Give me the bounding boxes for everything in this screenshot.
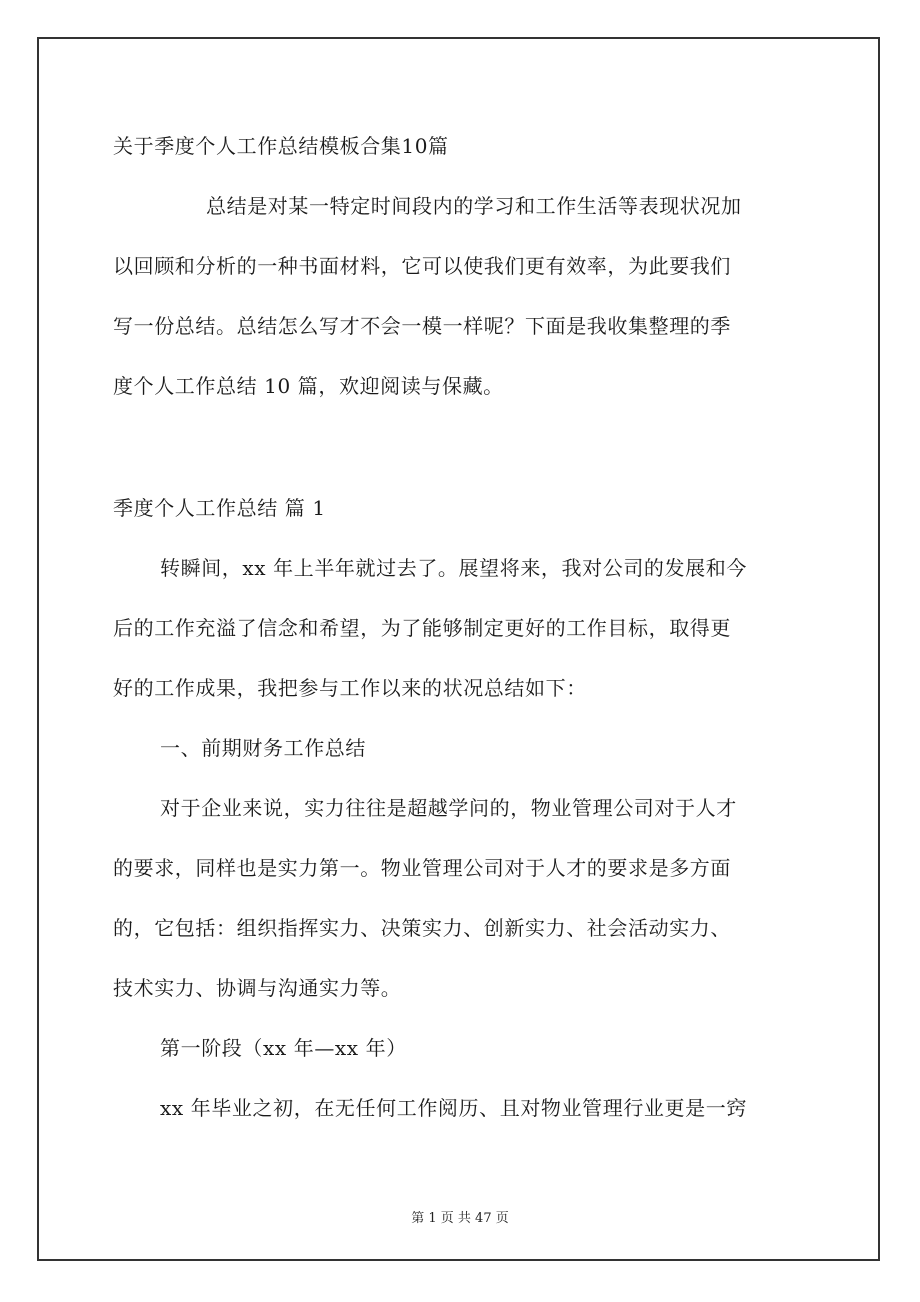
page-border [37,37,880,1261]
paragraph3-line-1: xx 年毕业之初，在无任何工作阅历、且对物业管理行业更是一窍 [160,1096,747,1120]
paragraph2-line-1: 对于企业来说，实力往往是超越学问的，物业管理公司对于人才 [160,796,737,820]
page-number-footer: 第 1 页 共 47 页 [411,1211,509,1226]
intro-line-3: 写一份总结。总结怎么写才不会一模一样呢？下面是我收集整理的季 [113,314,731,338]
intro-line-1: 总结是对某一特定时间段内的学习和工作生活等表现状况加 [206,194,742,218]
subheading-stage-one: 第一阶段（xx 年—xx 年） [160,1036,407,1060]
paragraph2-line-4: 技术实力、协调与沟通实力等。 [113,976,402,1000]
intro-line-4: 度个人工作总结 10 篇，欢迎阅读与保藏。 [113,374,504,398]
paragraph1-line-1: 转瞬间，xx 年上半年就过去了。展望将来，我对公司的发展和今 [160,556,747,580]
paragraph1-line-2: 后的工作充溢了信念和希望，为了能够制定更好的工作目标，取得更 [113,616,731,640]
subheading-finance: 一、前期财务工作总结 [160,736,366,760]
document-title: 关于季度个人工作总结模板合集10篇 [113,134,449,158]
paragraph1-line-3: 好的工作成果，我把参与工作以来的状况总结如下： [113,676,587,700]
paragraph2-line-3: 的，它包括：组织指挥实力、决策实力、创新实力、社会活动实力、 [113,916,731,940]
intro-line-2: 以回顾和分析的一种书面材料，它可以使我们更有效率，为此要我们 [113,254,731,278]
paragraph2-line-2: 的要求，同样也是实力第一。物业管理公司对于人才的要求是多方面 [113,856,731,880]
section-heading: 季度个人工作总结 篇 1 [113,496,326,520]
